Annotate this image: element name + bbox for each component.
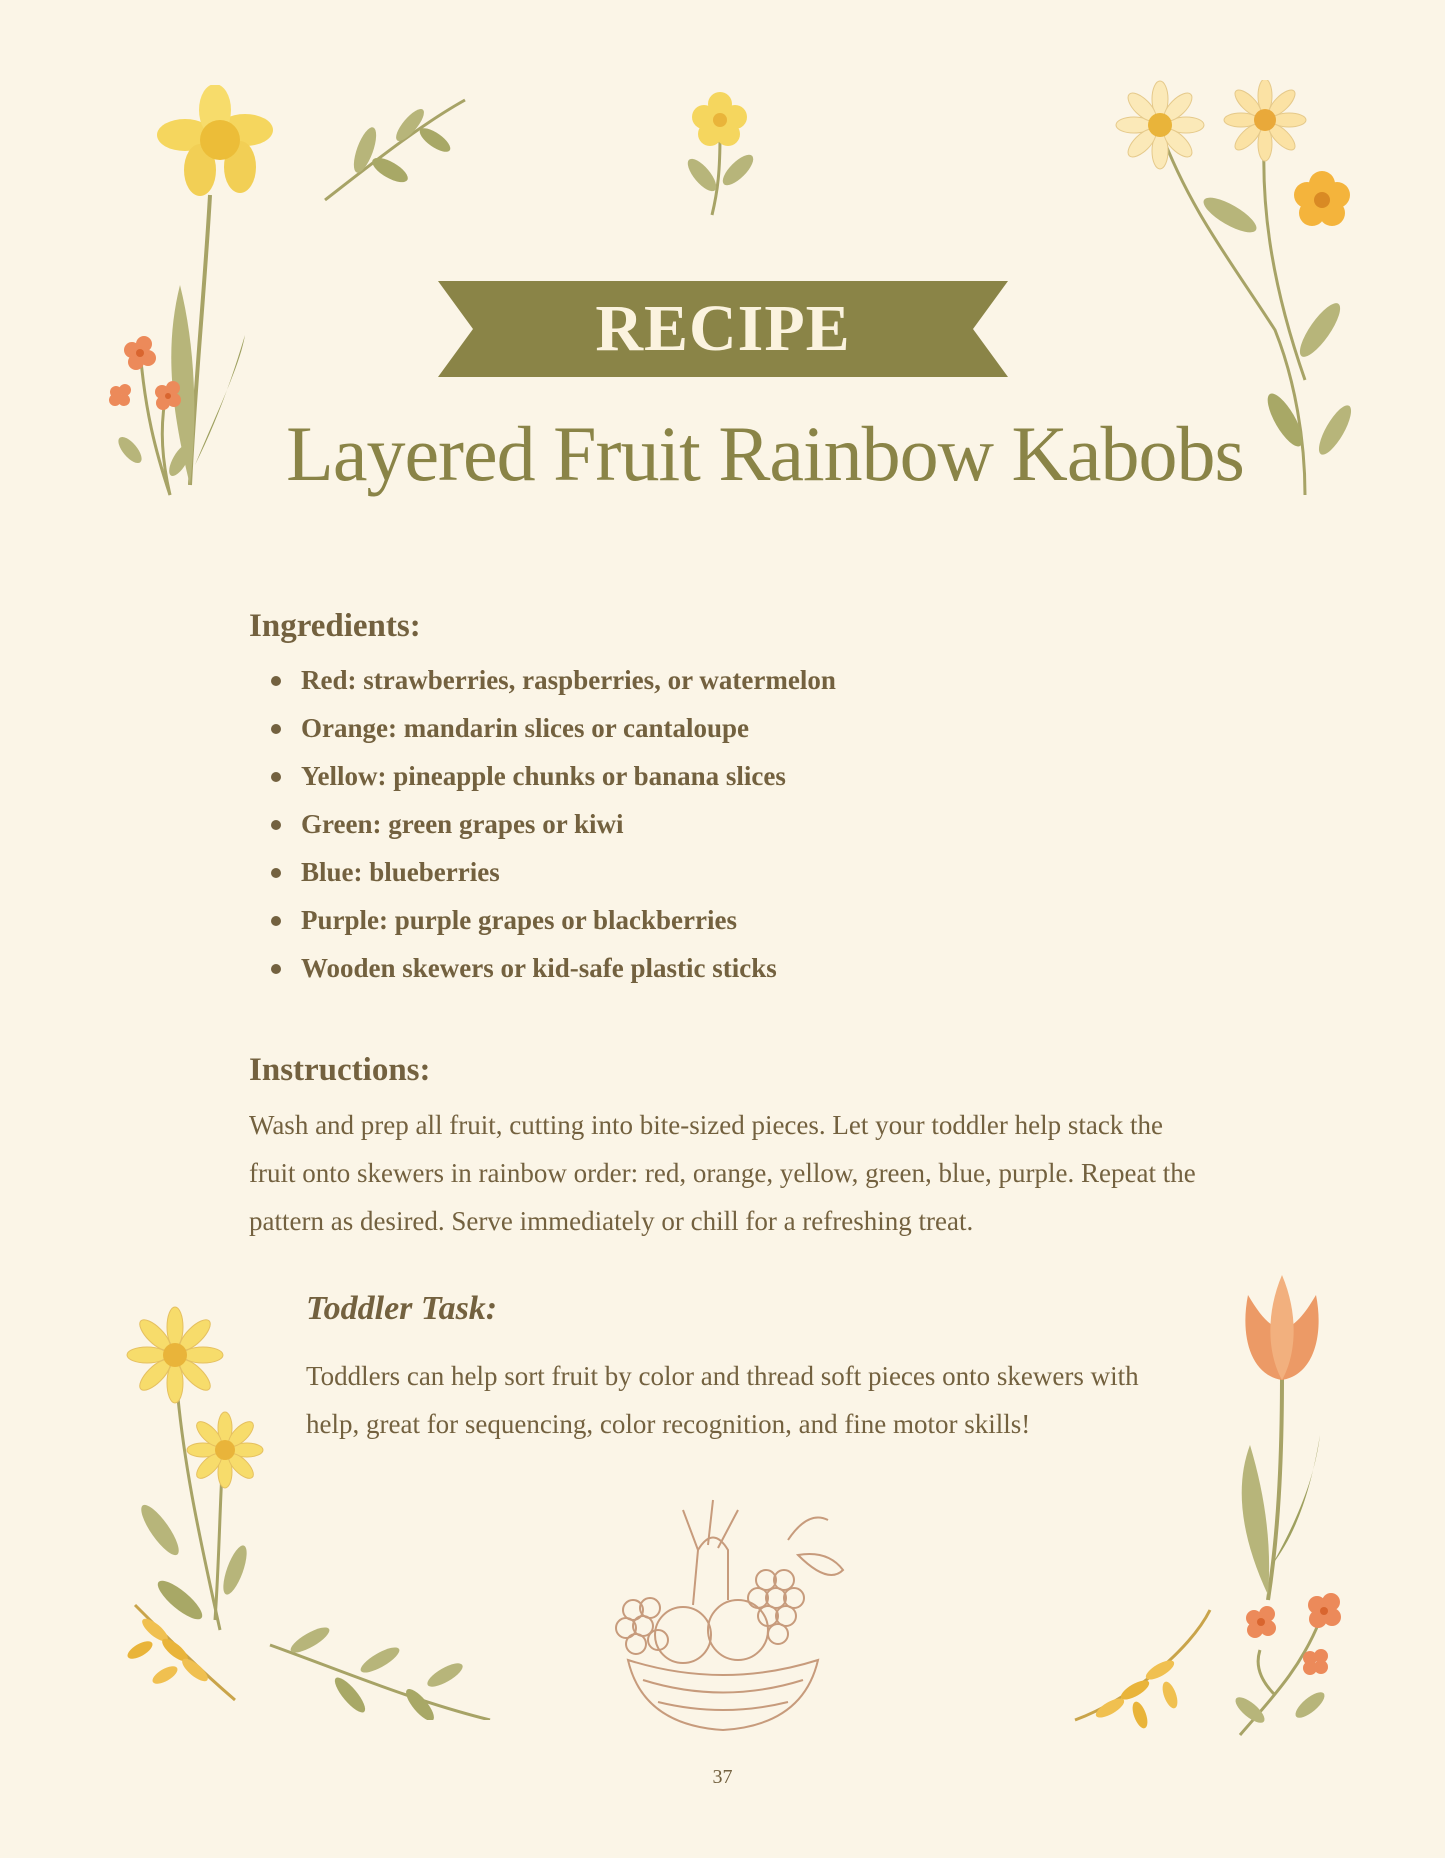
list-item: Purple: purple grapes or blackberries [249,900,836,948]
banner-label: RECIPE [595,292,851,365]
list-item: Blue: blueberries [249,852,836,900]
page-title: Layered Fruit Rainbow Kabobs [286,410,1244,497]
orange-blossom-icon [1070,1590,1360,1740]
instructions-text: Wash and prep all fruit, cutting into bite-sized pieces. Let your toddler help stack the fruit onto skewers in rainbow order: red, orange, yellow, green, blue, purple. Repeat the pattern as desired. Serve immediately or chill for a refreshing treat. [249,1110,1196,1236]
orange-blossom-icon [100,330,200,500]
leaf-sprig-icon [320,95,470,205]
daisy-icon [120,1300,500,1720]
list-item: Red: strawberries, raspberries, or watermelon [249,660,836,708]
tulip-icon [1220,1265,1340,1605]
instructions-heading: Instructions: [249,1052,431,1088]
ingredients-list [249,660,836,996]
list-item: Wooden skewers or kid-safe plastic sticks [249,948,836,996]
list-item: Orange: mandarin slices or cantaloupe [249,708,836,756]
fruit-bowl-icon [588,1490,858,1740]
list-item: Green: green grapes or kiwi [249,804,836,852]
list-item: Yellow: pineapple chunks or banana slices [249,756,836,804]
toddler-task-text: Toddlers can help sort fruit by color and thread soft pieces onto skewers with help, great for sequencing, color recognition, and fine motor skills! [306,1361,1139,1439]
small-yellow-flower-icon [680,90,760,220]
toddler-task-heading: Toddler Task: [306,1290,498,1327]
ingredients-heading: Ingredients: [249,608,421,644]
page-number: 37 [712,1766,733,1788]
